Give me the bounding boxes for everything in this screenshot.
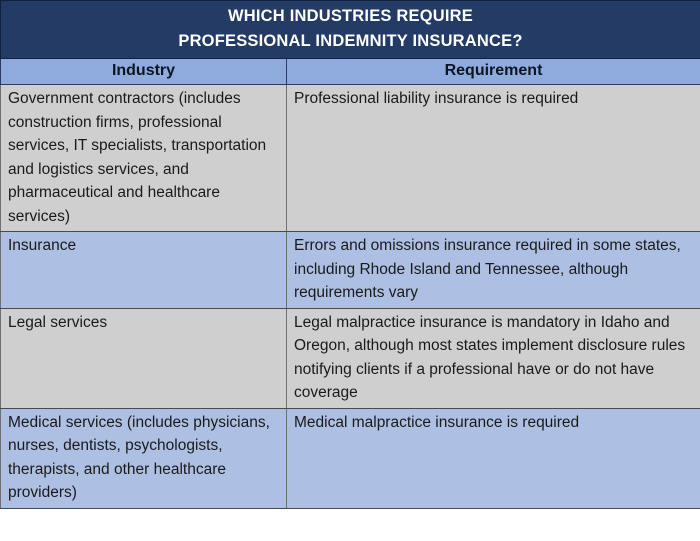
table-title-row	[1, 1, 700, 59]
table-row	[1, 308, 700, 408]
cell-requirement: Errors and omissions insurance required in some states, including Rhode Island and Tennessee, although requirements vary	[287, 232, 700, 309]
cell-industry: Legal services	[1, 308, 287, 408]
table-title	[1, 1, 700, 59]
cell-industry: Insurance	[1, 232, 287, 309]
cell-requirement: Medical malpractice insurance is required	[287, 408, 700, 508]
table-column-header-row	[1, 59, 700, 85]
table-body	[1, 85, 700, 509]
column-header-industry: Industry	[1, 59, 287, 85]
cell-requirement: Professional liability insurance is required	[287, 85, 700, 232]
table-row	[1, 408, 700, 508]
table-row	[1, 85, 700, 232]
column-header-requirement: Requirement	[287, 59, 700, 85]
table-title-line-1: WHICH INDUSTRIES REQUIRE	[228, 7, 473, 25]
cell-industry: Government contractors (includes construction firms, professional services, IT specialists, transportation and logistics services, and pharmaceutical and healthcare services)	[1, 85, 287, 232]
cell-requirement: Legal malpractice insurance is mandatory in Idaho and Oregon, although most states implement disclosure rules notifying clients if a professional have or do not have coverage	[287, 308, 700, 408]
cell-industry: Medical services (includes physicians, nurses, dentists, psychologists, therapists, and other healthcare providers)	[1, 408, 287, 508]
table-row	[1, 232, 700, 309]
table-title-line-2: PROFESSIONAL INDEMNITY INSURANCE?	[178, 32, 523, 50]
